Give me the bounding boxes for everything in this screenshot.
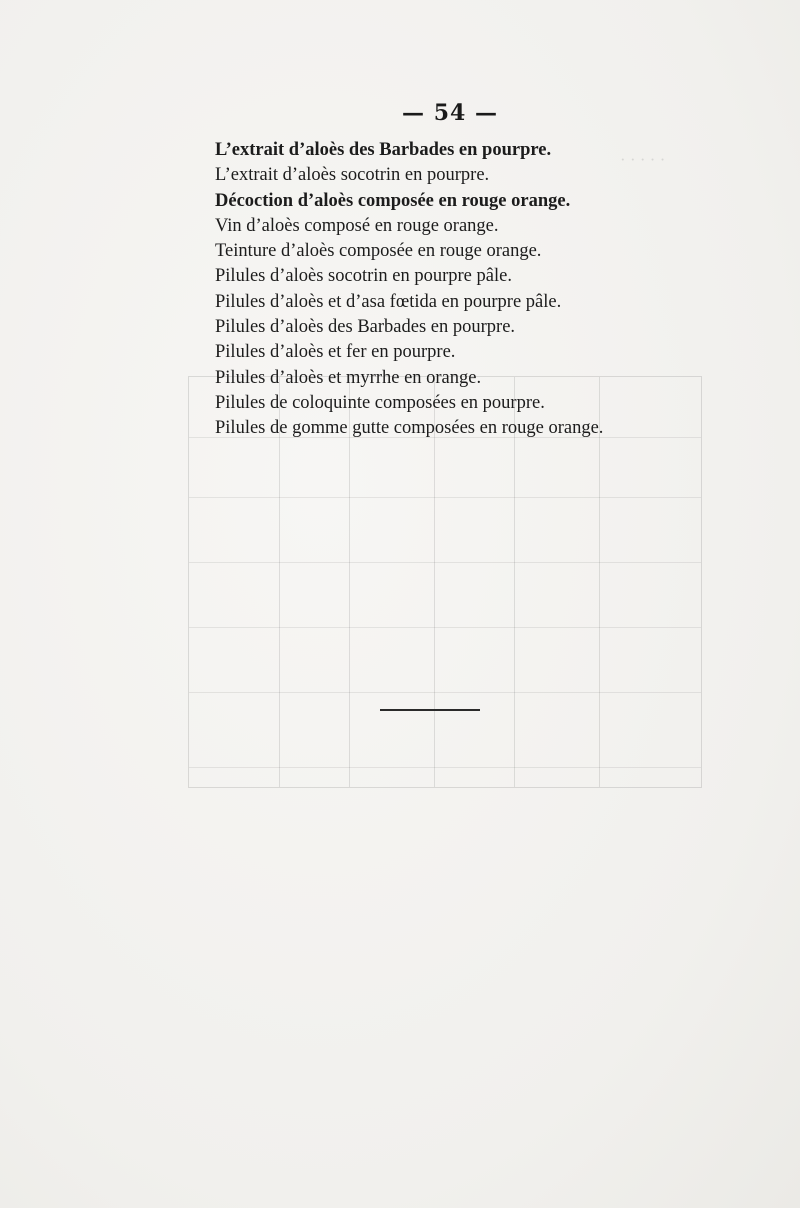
text-line: Pilules de gomme gutte composées en rouge orange. [215,418,604,439]
page-number: — 54 — [402,100,498,126]
text-line: Pilules d’aloès des Barbades en pourpre. [215,317,516,338]
section-divider [380,709,480,711]
text-line: Pilules d’aloès et fer en pourpre. [215,342,456,363]
text-line: Pilules d’aloès et d’asa fœtida en pourpre pâle. [215,291,562,312]
text-line: L’extrait d’aloès des Barbades en pourpre. [215,140,552,160]
bleed-through-text: · · · · · [620,150,666,169]
text-line: Pilules de coloquinte composées en pourpre. [215,392,545,413]
text-line: Pilules d’aloès et myrrhe en orange. [215,367,482,388]
text-line: L’extrait d’aloès socotrin en pourpre. [215,165,490,186]
text-line: Teinture d’aloès composée en rouge orange. [215,241,542,262]
text-line: Vin d’aloès composé en rouge orange. [215,215,499,236]
text-line: Décoction d’aloès composée en rouge orange. [215,190,571,211]
text-line: Pilules d’aloès socotrin en pourpre pâle. [215,266,512,287]
text-block [215,138,735,442]
